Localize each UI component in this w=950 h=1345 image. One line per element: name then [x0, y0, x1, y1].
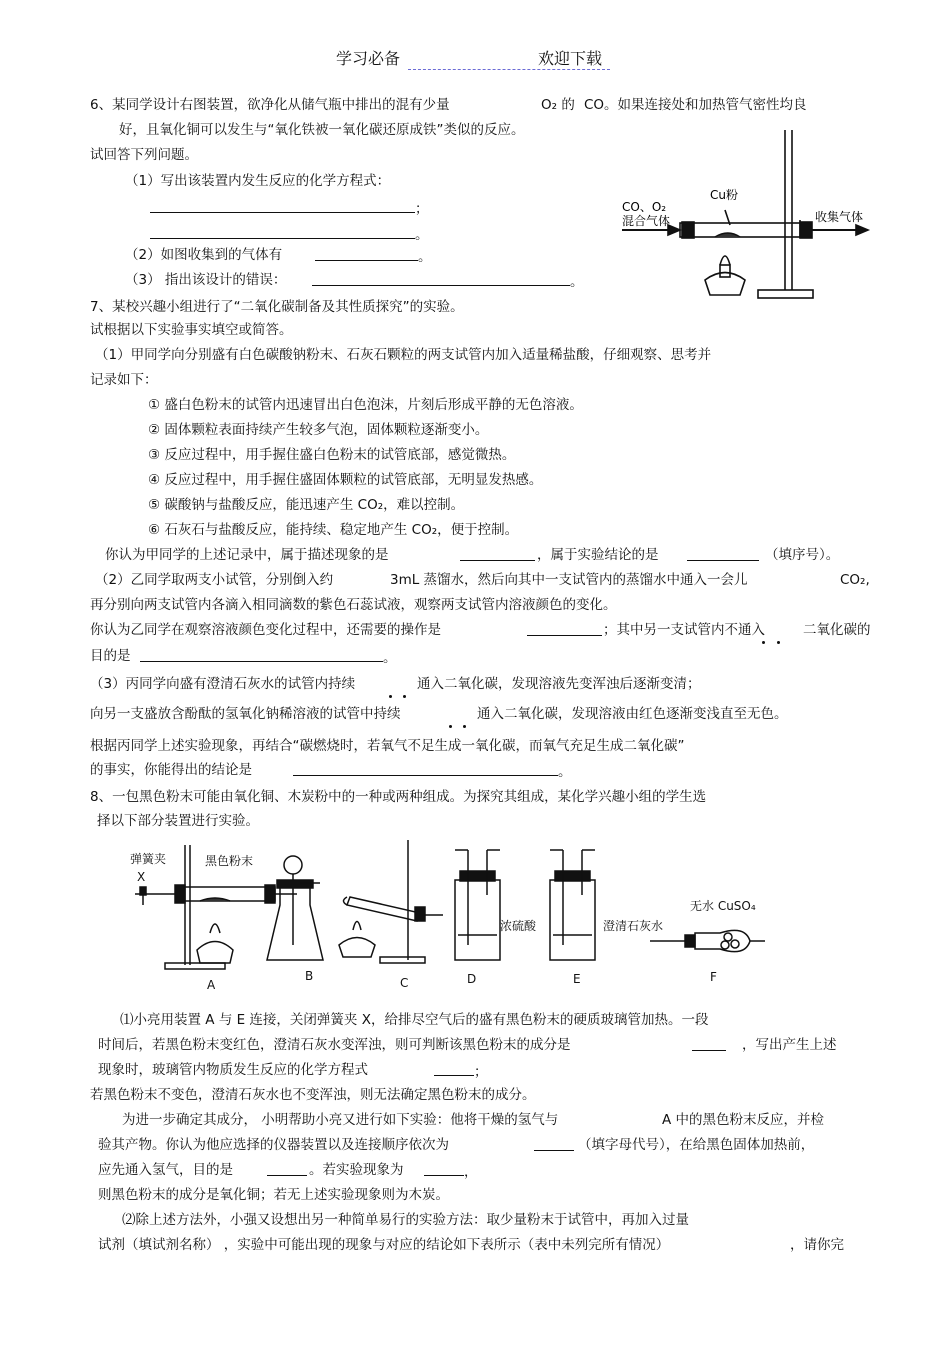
- limewater-label: 澄清石灰水: [603, 919, 664, 933]
- q7-concl-q: ，属于实验结论的是: [537, 547, 659, 563]
- q7-line1: 7、某校兴趣小组进行了“二氧化碳制备及其性质探究”的实验。: [90, 299, 464, 315]
- q6-apparatus-figure: [610, 125, 880, 305]
- q7-part2-c: CO₂,: [840, 572, 870, 588]
- q8-s1k: 。若实验现象为: [309, 1162, 404, 1178]
- q7-item-2: ② 固体颗粒表面持续产生较多气泡，固体颗粒逐渐变小。: [148, 422, 489, 438]
- q8-s1l: 则黑色粉末的成分是氧化铜；若无上述实验现象则为木炭。: [98, 1187, 449, 1203]
- q8-s1h: 验其产物。你认为他应选择的仪器装置以及连接顺序依次为: [98, 1137, 449, 1153]
- q7-item-6: ⑥ 石灰石与盐酸反应，能持续、稳定地产生 CO₂，便于控制。: [148, 522, 519, 538]
- q8-s2b: 试剂（填试剂名称） ，实验中可能出现的现象与对应的结论如下表所示（表中未列完所有情况）: [98, 1237, 670, 1253]
- q8-s1i: （填字母代号），在给黑色固体加热前，: [578, 1137, 815, 1153]
- q7-phen-q: 你认为甲同学的上述记录中，属于描述现象的是: [105, 547, 389, 563]
- label-F: F: [710, 970, 717, 984]
- q7-blank-purpose[interactable]: 。: [140, 647, 397, 667]
- fig-gas-label: CO、O₂: [622, 200, 667, 214]
- cuso4-label: 无水 CuSO₄: [690, 899, 756, 913]
- q6-part1: （1）写出该装置内发生反应的化学方程式：: [125, 173, 391, 189]
- spring-clip-label: 弹簧夹: [130, 852, 167, 866]
- q8-s1g: A 中的黑色粉末反应，并检: [662, 1112, 825, 1128]
- q6-line2: 好，且氧化铜可以发生与“氧化铁被一氧化碳还原成铁”类似的反应。: [119, 122, 525, 138]
- label-B: B: [305, 969, 314, 983]
- header-divider: [408, 69, 610, 70]
- q7-blank-conclusion[interactable]: 。: [293, 761, 572, 781]
- q8-line1: 8、一包黑色粉末可能由氧化铜、木炭粉中的一种或两种组成。为探究其组成，某化学兴趣小组的学生选: [90, 789, 707, 805]
- q6-part3: （3） 指出该设计的错误：: [125, 272, 287, 288]
- q6-line1: 6、某同学设计右图装置，欲净化从储气瓶中排出的混有少量: [90, 97, 450, 113]
- fig-cu-label: Cu粉: [710, 188, 738, 202]
- q8-blank-order[interactable]: [534, 1136, 574, 1156]
- q7-blank-concl[interactable]: [687, 546, 759, 566]
- q6-o2: O₂ 的: [541, 97, 575, 113]
- q7-item-3: ③ 反应过程中，用手握住盛白色粉末的试管底部，感觉微热。: [148, 447, 516, 463]
- q7-item-4: ④ 反应过程中，用手握住盛固体颗粒的试管底部，无明显发热感。: [148, 472, 543, 488]
- black-powder-label: 黑色粉末: [205, 854, 254, 868]
- q7-blank-op[interactable]: [527, 621, 602, 641]
- q8-s1d: 现象时，玻璃管内物质发生反应的化学方程式: [98, 1062, 368, 1078]
- q7-item-5: ⑤ 碳酸钠与盐酸反应，能迅速产生 CO₂，难以控制。: [148, 497, 465, 513]
- q7-line11-b: 通入二氧化碳，发现溶液由红色逐渐变浅直至无色。: [477, 706, 788, 722]
- q7-item-1: ① 盛白色粉末的试管内迅速冒出白色泡沫，片刻后形成平静的无色溶液。: [148, 397, 583, 413]
- q7-line10-a: （3）丙同学向盛有澄清石灰水的试管内持续: [90, 676, 356, 692]
- q8-s2a: ⑵除上述方法外，小强又设想出另一种简单易行的实验方法：取少量粉末于试管中，再加入过量: [122, 1212, 689, 1228]
- label-A: A: [207, 978, 216, 992]
- emphasis-dot: [777, 641, 780, 644]
- q8-s1c: ，写出产生上述: [742, 1037, 837, 1053]
- q8-s1e: 若黑色粉末不变色，澄清石灰水也不变浑浊，则无法确定黑色粉末的成分。: [90, 1087, 536, 1103]
- conc-acid-label: 浓硫酸: [500, 919, 537, 933]
- q8-blank-equation[interactable]: ；: [434, 1061, 488, 1081]
- emphasis-dot: [403, 695, 406, 698]
- q8-s1j: 应先通入氢气，目的是: [98, 1162, 233, 1178]
- q8-s1f: 为进一步确定其成分， 小明帮助小亮又进行如下实验：他将干燥的氢气与: [122, 1112, 559, 1128]
- x-label: X: [137, 870, 146, 884]
- q6-blank-eq1[interactable]: ；: [150, 198, 429, 218]
- q6-blank-eq2[interactable]: 。: [150, 224, 429, 244]
- q7-line4: 记录如下：: [90, 372, 158, 388]
- q7-line7: 再分别向两支试管内各滴入相同滴数的紫色石蕊试液，观察两支试管内溶液颜色的变化。: [90, 597, 617, 613]
- q7-line13: 的事实，你能得出的结论是: [90, 762, 252, 778]
- emphasis-dot: [762, 641, 765, 644]
- q8-line2: 择以下部分装置进行实验。: [97, 813, 259, 829]
- q6-part2: （2）如图收集到的气体有: [125, 247, 283, 263]
- q6-blank-error[interactable]: 。: [312, 271, 584, 291]
- q8-s1a: ⑴小亮用装置 A 与 E 连接，关闭弹簧夹 X，给排尽空气后的盛有黑色粉末的硬质玻璃管加热。一段: [120, 1012, 709, 1028]
- q6-blank-gas[interactable]: 。: [315, 246, 432, 266]
- emphasis-dot: [389, 695, 392, 698]
- q6-line1b: CO。如果连接处和加热管气密性均良: [584, 97, 807, 113]
- q7-fill-hint: （填序号）。: [765, 547, 840, 563]
- q8-blank-phenomenon[interactable]: ，: [424, 1161, 478, 1181]
- label-E: E: [573, 972, 581, 986]
- q8-apparatus-figure: [125, 835, 785, 995]
- q7-line10-b: 通入二氧化碳，发现溶液先变浑浊后逐渐变清；: [417, 676, 701, 692]
- q8-s2c: ，请你完: [790, 1237, 844, 1253]
- fig-mix-label: 混合气体: [622, 214, 671, 228]
- label-D: D: [467, 972, 477, 986]
- q7-line12: 根据丙同学上述实验现象，再结合“碳燃烧时，若氧气不足生成一氧化碳，而氧气充足生成二氧化碳”: [90, 738, 685, 754]
- q7-blank-phen[interactable]: [460, 546, 535, 566]
- q7-line2: 试根据以下实验事实填空或简答。: [90, 322, 293, 338]
- q8-blank-purpose[interactable]: [267, 1161, 307, 1181]
- header-left: 学习必备: [336, 49, 401, 68]
- q7-line9: 目的是: [90, 648, 131, 664]
- emphasis-dot: [449, 725, 452, 728]
- header-right: 欢迎下载: [538, 49, 603, 68]
- q8-blank-composition[interactable]: [692, 1036, 726, 1056]
- q7-line8-b: ；其中另一支试管内不通入: [603, 622, 765, 638]
- q7-part2-a: （2）乙同学取两支小试管，分别倒入约: [95, 572, 334, 588]
- q7-part2-b: 3mL 蒸馏水，然后向其中一支试管内的蒸馏水中通入一会儿: [390, 572, 748, 588]
- q8-s1b: 时间后，若黑色粉末变红色，澄清石灰水变浑浊，则可判断该黑色粉末的成分是: [98, 1037, 571, 1053]
- q7-line8-c: 二氧化碳的: [803, 622, 871, 638]
- emphasis-dot: [463, 725, 466, 728]
- q7-line11-a: 向另一支盛放含酚酞的氢氧化钠稀溶液的试管中持续: [90, 706, 401, 722]
- q7-line8-a: 你认为乙同学在观察溶液颜色变化过程中，还需要的操作是: [90, 622, 441, 638]
- fig-collect-label: 收集气体: [815, 210, 864, 224]
- q7-line3: （1）甲同学向分别盛有白色碳酸钠粉末、石灰石颗粒的两支试管内加入适量稀盐酸，仔细观察、思考并: [95, 347, 712, 363]
- label-C: C: [400, 976, 409, 990]
- q6-line3: 试回答下列问题。: [90, 147, 198, 163]
